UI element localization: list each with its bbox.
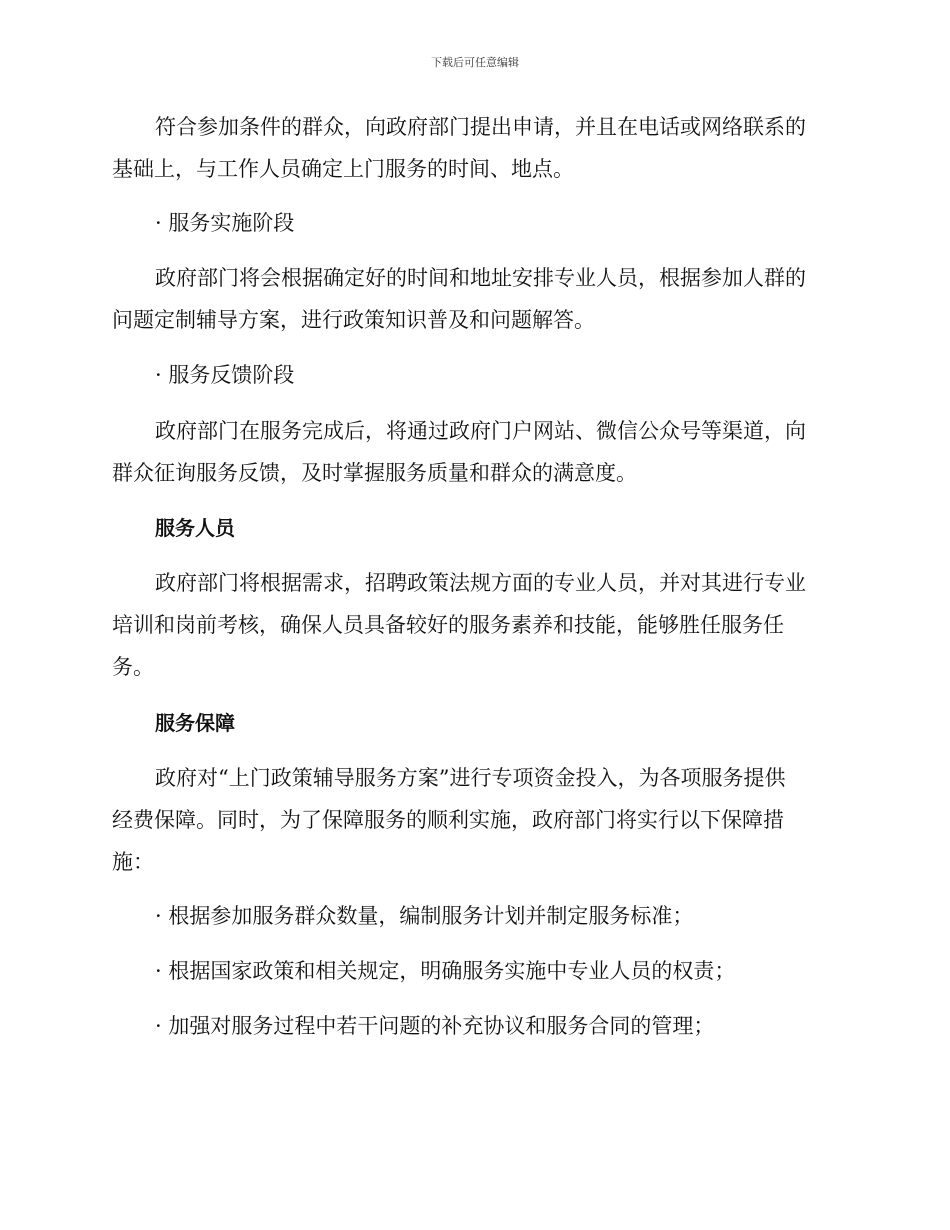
bullet-item: · 服务实施阶段 xyxy=(155,211,295,235)
paragraph-line: 经费保障。同时，为了保障服务的顺利实施，政府部门将实行以下保障措 xyxy=(112,808,784,832)
paragraph-line: 问题定制辅导方案，进行政策知识普及和问题解答。 xyxy=(112,308,595,332)
paragraph-line: 培训和岗前考核，确保人员具备较好的服务素养和技能，能够胜任服务任 xyxy=(112,613,784,637)
paragraph-line: 政府部门将会根据确定好的时间和地址安排专业人员，根据参加人群的 xyxy=(155,266,806,290)
bullet-item: · 服务反馈阶段 xyxy=(155,363,295,387)
paragraph-line: 政府对“上门政策辅导服务方案”进行专项资金投入，为各项服务提供 xyxy=(155,766,786,790)
paragraph-line: 符合参加条件的群众，向政府部门提出申请，并且在电话或网络联系的 xyxy=(155,115,806,139)
bullet-item: · 根据参加服务群众数量，编制服务计划并制定服务标准； xyxy=(155,904,694,928)
section-heading-staff: 服务人员 xyxy=(155,516,235,540)
bullet-item: · 加强对服务过程中若干问题的补充协议和服务合同的管理； xyxy=(155,1014,715,1038)
page-header: 下载后可任意编辑 xyxy=(431,56,519,69)
bullet-item: · 根据国家政策和相关规定，明确服务实施中专业人员的权责； xyxy=(155,959,736,983)
paragraph-line: 群众征询服务反馈，及时掌握服务质量和群众的满意度。 xyxy=(112,461,637,485)
section-heading-guarantee: 服务保障 xyxy=(155,711,235,735)
paragraph-line: 基础上，与工作人员确定上门服务的时间、地点。 xyxy=(112,157,574,181)
paragraph-line: 务。 xyxy=(112,655,154,679)
paragraph-line: 政府部门将根据需求，招聘政策法规方面的专业人员，并对其进行专业 xyxy=(155,571,806,595)
paragraph-line: 施： xyxy=(112,850,154,874)
paragraph-line: 政府部门在服务完成后，将通过政府门户网站、微信公众号等渠道，向 xyxy=(155,419,806,443)
